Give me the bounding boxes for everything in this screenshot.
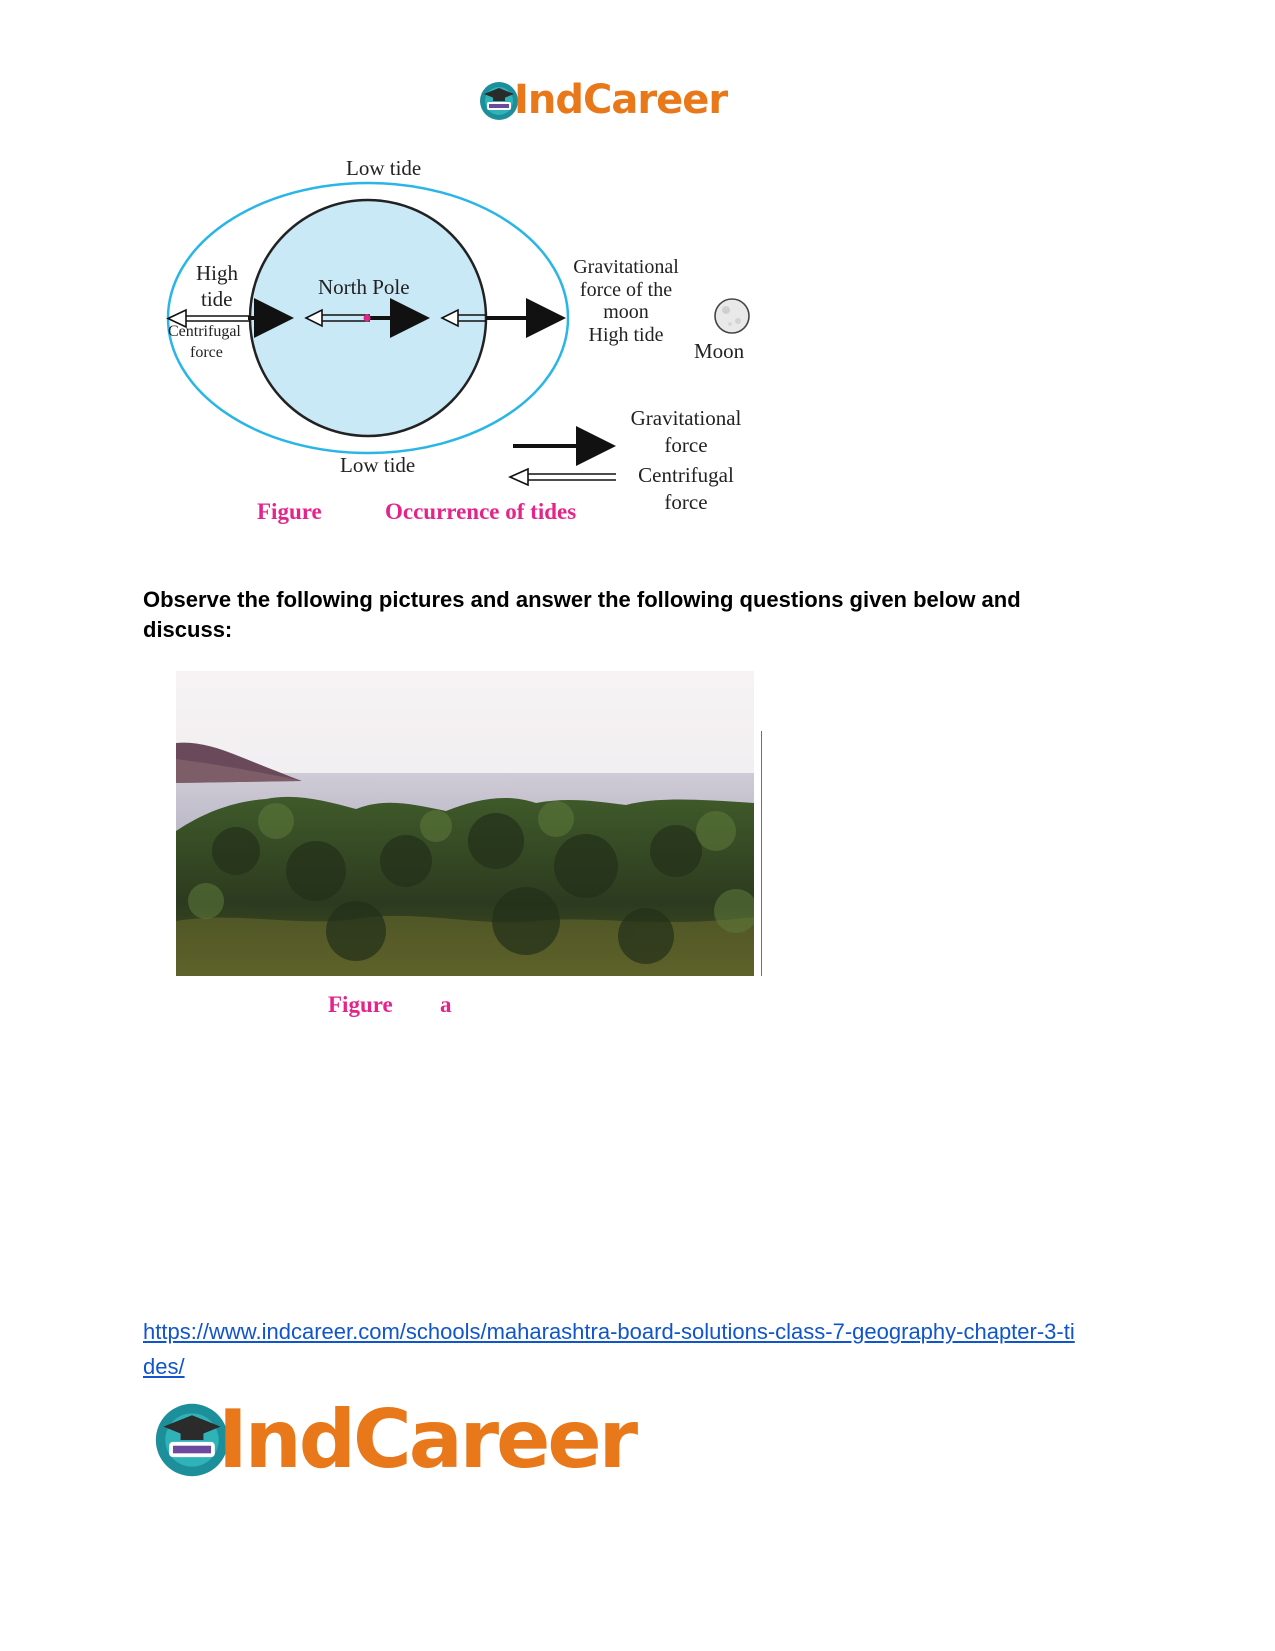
legend-centrifugal-label: Centrifugal force [638, 463, 734, 514]
question-text: Observe the following pictures and answer the following questions given below and discuss: [143, 587, 1021, 642]
label-high-tide-left-2: tide [201, 287, 233, 311]
north-pole-dot [364, 315, 371, 322]
header-logo [478, 76, 748, 126]
label-gravitational-force-of-moon: Gravitational force of the moon High tide [573, 256, 679, 346]
mangrove-photo [176, 671, 762, 976]
label-centrifugal-left-2: force [190, 344, 223, 361]
header-logo-text: IndCareer [514, 77, 728, 123]
label-high-tide-left-1: High [196, 261, 238, 285]
label-low-tide-top: Low tide [346, 156, 422, 180]
source-link[interactable] [143, 1314, 1083, 1384]
mangrove-photo-image [176, 671, 762, 976]
footer-logo [152, 1393, 672, 1488]
legend-centrifugal-arrow [510, 469, 616, 485]
source-link-line1[interactable]: https://www.indcareer.com/schools/maharashtra-board-solutions-class-7-geography-chapter-3-ti [143, 1319, 1075, 1344]
label-moon: Moon [694, 339, 745, 363]
label-north-pole: North Pole [318, 275, 410, 299]
tide-figure-caption-label: Figure [257, 499, 322, 524]
label-centrifugal-left-1: Centrifugal [168, 323, 241, 340]
moon-icon [715, 299, 749, 333]
label-low-tide-bottom: Low tide [340, 453, 416, 477]
footer-logo-text: IndCareer [218, 1393, 636, 1486]
photo-caption-letter: a [440, 992, 452, 1017]
legend-gravitational-label: Gravitational force [630, 406, 742, 457]
tide-figure-caption-title: Occurrence of tides [385, 499, 577, 524]
source-link-line2[interactable]: des/ [143, 1354, 185, 1379]
tide-diagram [160, 150, 770, 540]
photo-caption-label: Figure [328, 992, 393, 1017]
